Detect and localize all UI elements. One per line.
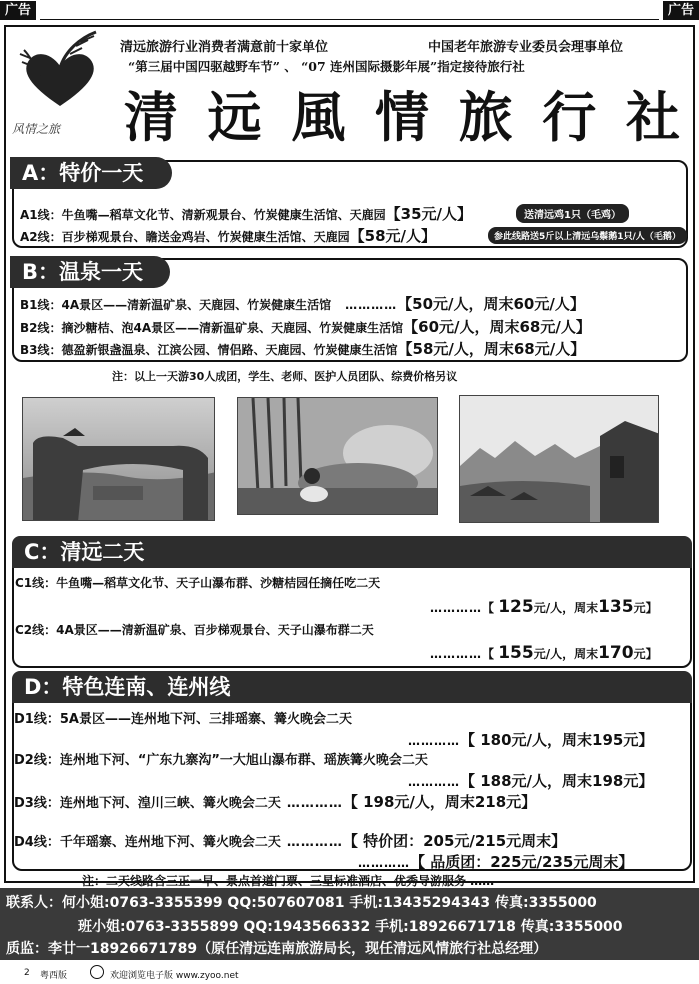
section-a-title: A：特价一天 xyxy=(10,157,172,189)
price-open: 【 xyxy=(482,601,499,615)
route-price: 【60元/人，周末68元/人】 xyxy=(403,318,591,336)
section-d-note: 注：二天线路含三正一早、景点首道门票、三星标准酒店、优秀导游服务 …… xyxy=(82,874,495,888)
route-price: 【 品质团：225元/235元周末】 xyxy=(410,853,634,871)
gift-badge: 送清远鸡1只（毛鸡） xyxy=(516,204,629,223)
logo-text: 风情之旅 xyxy=(12,122,61,136)
route-d4 xyxy=(14,830,566,851)
leader-dots: ………… xyxy=(430,647,482,661)
route-c2-price xyxy=(430,643,658,663)
route-code: A1线： xyxy=(20,208,62,222)
brand-char: 远 xyxy=(207,84,264,149)
price-unit: 元/人，周末 xyxy=(533,647,599,661)
section-d-title: D：特色连南、连州线 xyxy=(12,671,692,703)
route-price: 【 188元/人，周末198元】 xyxy=(460,772,654,790)
route-text: 4A景区——清新温矿泉、百步梯观景台、天子山瀑布群二天 xyxy=(56,623,374,637)
route-c1 xyxy=(15,574,380,591)
leader-dots: ………… xyxy=(345,298,398,312)
route-price: 【58元/人，周末68元/人】 xyxy=(397,340,586,358)
route-d2 xyxy=(14,749,428,768)
route-a1 xyxy=(20,203,472,224)
price-value: 125 xyxy=(498,597,534,617)
leader-dots: ………… xyxy=(408,775,460,789)
stone-arch-photo xyxy=(22,397,215,521)
route-code: B3线： xyxy=(20,343,62,357)
route-price: 【50元/人，周末60元/人】 xyxy=(397,295,585,313)
contact-row-2: 班小姐:0763-3355899 QQ:1943566332 手机:18926671718 传真:3355000 xyxy=(78,919,623,935)
price-open: 【 xyxy=(482,647,499,661)
honor-line-2: “第三届中国四驱越野车节” 、 “07 连州国际摄影年展”指定接待旅行社 xyxy=(128,59,525,74)
paper-name: 粤西版 xyxy=(40,971,68,981)
route-price: 【35元/人】 xyxy=(385,205,473,223)
website-link[interactable]: 欢迎浏览电子版 www.zyoo.net xyxy=(110,971,239,981)
section-b-title: B：温泉一天 xyxy=(10,256,170,288)
contact-row-1: 联系人：何小姐:0763-3355399 QQ:507607081 手机:13435294343 传真:3355000 xyxy=(6,895,597,911)
honor-line-right: 中国老年旅游专业委员会理事单位 xyxy=(428,40,624,55)
top-bar xyxy=(0,0,699,22)
price-close: 元】 xyxy=(633,647,658,661)
leader-dots: ………… xyxy=(408,734,460,748)
route-text: 牛鱼嘴—稻草文化节、清新观景台、竹炭健康生活馆、天鹿园 xyxy=(61,208,386,222)
route-code: D1线： xyxy=(14,712,60,727)
supervisor-row: 质监：李廿一18926671789（原任清远连南旅游局长，现任清远风情旅行社总经理） xyxy=(6,941,548,957)
weekend-price: 135 xyxy=(598,597,634,617)
route-d3 xyxy=(14,791,536,812)
route-text: 千年瑶寨、连州地下河、篝火晚会二天 xyxy=(59,835,281,850)
route-price: 【58元/人】 xyxy=(349,227,437,245)
honor-line-left: 清远旅游行业消费者满意前十家单位 xyxy=(120,40,329,55)
leader-dots: ………… xyxy=(286,835,343,850)
route-c1-price xyxy=(430,597,658,617)
price-value: 155 xyxy=(498,643,534,663)
route-code: D2线： xyxy=(14,753,60,768)
route-text: 德盈新银盏温泉、江滨公园、情侣路、天鹿园、竹炭健康生活馆 xyxy=(61,343,398,357)
leader-dots: ………… xyxy=(286,796,343,811)
weekend-price: 170 xyxy=(598,643,634,663)
route-code: D3线： xyxy=(14,796,60,811)
route-text: 百步梯观景台、瞻送金鸡岩、竹炭健康生活馆、天鹿园 xyxy=(61,230,350,244)
leader-dots: ………… xyxy=(430,601,482,615)
agency-brand-title xyxy=(124,78,682,148)
route-price: 【 198元/人，周末218元】 xyxy=(342,793,537,811)
route-text: 牛鱼嘴—稻草文化节、天子山瀑布群、沙糖桔园任摘任吃二天 xyxy=(56,576,381,590)
leader-dots: ………… xyxy=(358,856,410,870)
brand-char: 風 xyxy=(291,84,348,149)
gift-badge: 参此线路送5斤以上清远乌鬃鹅1只/人（毛鹅） xyxy=(488,227,687,244)
route-code: D4线： xyxy=(14,835,60,850)
route-d2-price xyxy=(408,770,653,791)
route-price: 【 特价团：205元/215元周末】 xyxy=(342,832,567,850)
route-code: A2线： xyxy=(20,230,62,244)
route-text: 摘沙糖桔、泡4A景区——清新温矿泉、天鹿园、竹炭健康生活馆 xyxy=(61,321,404,335)
route-c2 xyxy=(15,621,374,638)
section-b-note: 注：以上一天游30人成团，学生、老师、医护人员团队、综费价格另议 xyxy=(112,370,458,383)
route-code: C1线： xyxy=(15,576,57,590)
price-close: 元】 xyxy=(633,601,658,615)
top-rule xyxy=(40,19,659,20)
route-a2 xyxy=(20,225,436,246)
brand-char: 行 xyxy=(542,84,599,149)
brand-char: 社 xyxy=(625,84,682,149)
route-text: 5A景区——连州地下河、三排瑶寨、篝火晚会二天 xyxy=(59,712,352,727)
newspaper-logo-icon xyxy=(90,965,104,979)
brand-char: 旅 xyxy=(458,84,515,149)
brand-char: 清 xyxy=(124,84,180,149)
hot-spring-photo xyxy=(237,397,438,515)
route-b3 xyxy=(20,338,585,359)
page-footer xyxy=(0,962,699,984)
ad-label-left: 广告 xyxy=(0,1,36,20)
route-text: 4A景区——清新温矿泉、天鹿园、竹炭健康生活馆 xyxy=(61,298,332,312)
route-d4-quality xyxy=(358,851,633,872)
route-code: C2线： xyxy=(15,623,57,637)
route-text: 连州地下河、湟川三峡、篝火晚会二天 xyxy=(59,796,281,811)
page-number: 2 xyxy=(24,968,30,978)
route-text: 连州地下河、“广东九寨沟”一大旭山瀑布群、瑶族篝火晚会二天 xyxy=(59,753,428,768)
route-b1 xyxy=(20,293,585,314)
route-d1 xyxy=(14,708,352,727)
route-d1-price xyxy=(408,729,653,750)
section-c-title: C：清远二天 xyxy=(12,536,692,568)
route-b2 xyxy=(20,316,591,337)
contact-panel xyxy=(0,888,699,960)
route-code: B2线： xyxy=(20,321,62,335)
route-code: B1线： xyxy=(20,298,62,312)
ad-label-right: 广告 xyxy=(663,1,699,20)
price-unit: 元/人，周末 xyxy=(533,601,599,615)
brand-char: 情 xyxy=(374,84,431,149)
village-mountain-photo xyxy=(459,395,659,523)
route-price: 【 180元/人，周末195元】 xyxy=(460,731,654,749)
